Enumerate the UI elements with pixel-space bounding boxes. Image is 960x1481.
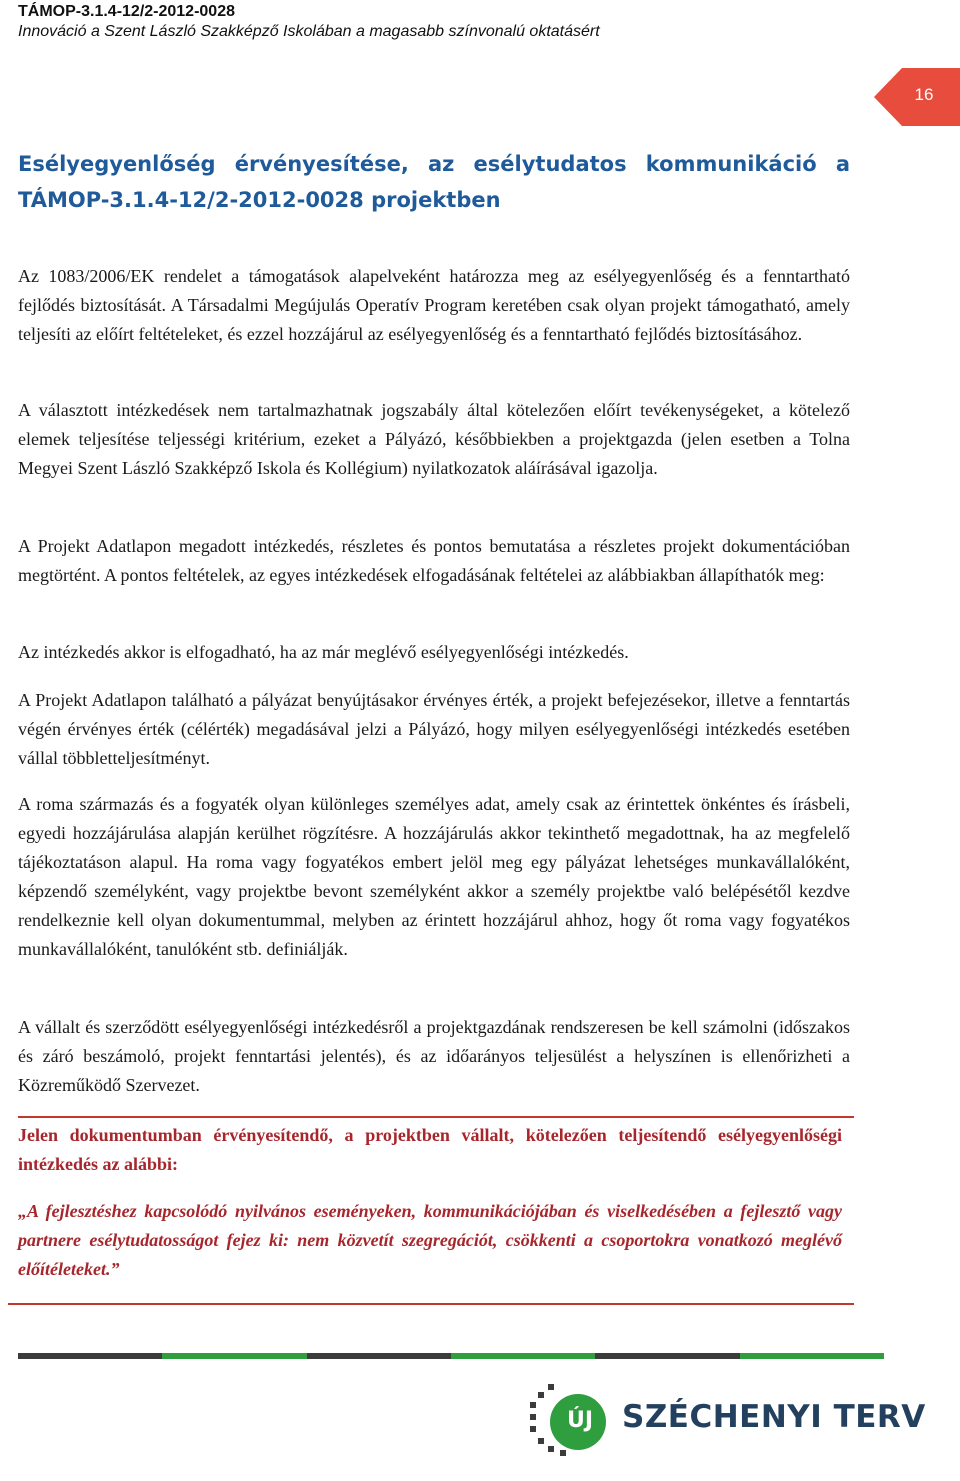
highlight-bottom-rule	[8, 1303, 854, 1305]
section-title	[18, 146, 850, 218]
paragraph-5: A Projekt Adatlapon található a pályázat benyújtásakor érvényes érték, a projekt befejezésekor, illetve a fenntartás végén érvényes érték (célérték) megadásával jelzi a Pályázó, hogy milyen esélyegyenlőségi intézkedés esetében vállal többletteljesítményt.	[18, 690, 850, 768]
section-title-line-1: Esélyegyenlőség érvényesítése, az esélytudatos kommunikáció a	[18, 152, 850, 176]
logo-badge-text: ÚJ	[566, 1408, 594, 1433]
page-number-badge	[874, 68, 960, 126]
page-number: 16	[914, 85, 934, 104]
paragraph-6: A roma származás és a fogyaték olyan különleges személyes adat, amely csak az érintettek önkéntes és írásbeli, egyedi hozzájárulása alapján kerülhet rögzítésre. A hozzájárulás akkor tekinthető megadottnak, ha az megfelelő tájékoztatáson alapul. Ha roma vagy fogyatékos embert jelöl meg egy pályázat lehetséges munkavállalóként, képzendő személyként, vagy projektbe bevont személyként akkor a személy projektbe való belépésétől kezdve rendelkeznie kell olyan dokumentummal, melyben az érintett hozzájárul ahhoz, hogy őt roma vagy fogyatékos munkavállalóként, tanulóként stb. definiálják.	[18, 794, 850, 959]
footer-color-bar	[18, 1353, 884, 1359]
document-header	[18, 2, 600, 42]
highlight-top-rule	[18, 1116, 854, 1118]
paragraph-2: A választott intézkedések nem tartalmazhatnak jogszabály által kötelezően előírt tevékenységeket, a kötelező elemek teljesítése teljességi kritérium, ezeket a Pályázó, későbbiekben a projektgazda (jelen esetben a Tolna Megyei Szent László Szakképző Iskola és Kollégium) nyilatkozatok aláírásával igazolja.	[18, 400, 850, 478]
paragraph-7: A vállalt és szerződött esélyegyenlőségi intézkedésről a projektgazdának rendszeresen be kell számolni (időszakos és záró beszámoló, projekt fenntartási jelentés), és az időarányos teljesülést a helyszínen is ellenőrizheti a Közreműködő Szervezet.	[18, 1017, 850, 1095]
highlight-heading: Jelen dokumentumban érvényesítendő, a projektben vállalt, kötelezően teljesítendő esélyegyenlőségi intézkedés az alábbi:	[18, 1125, 842, 1174]
paragraph-1: Az 1083/2006/EK rendelet a támogatások alapelveként határozza meg az esélyegyenlőség és a fenntartható fejlődés biztosítását. A Társadalmi Megújulás Operatív Program keretében csak olyan projekt támogatható, amely teljesíti az előírt feltételeket, és ezzel hozzájárul az esélyegyenlőség és a fenntartható fejlődés biztosításához.	[18, 266, 850, 344]
logo-wordmark: SZÉCHENYI TERV	[622, 1399, 926, 1435]
paragraph-3: A Projekt Adatlapon megadott intézkedés, részletes és pontos bemutatása a részletes projekt dokumentációban megtörtént. A pontos feltételek, az egyes intézkedések elfogadásának feltételei az alábbiakban állapíthatók meg:	[18, 536, 850, 585]
highlight-quote: „A fejlesztéshez kapcsolódó nyilvános eseményeken, kommunikációjában és viselkedésében a fejlesztő vagy partnere esélytudatosságot fejez ki: nem közvetít szegregációt, csökkenti a csoportokra vonatkozó meglévő előítéleteket.”	[18, 1201, 842, 1279]
section-title-line-2: TÁMOP-3.1.4-12/2-2012-0028 projektben	[18, 188, 501, 212]
paragraph-4: Az intézkedés akkor is elfogadható, ha az már meglévő esélyegyenlőségi intézkedés.	[18, 642, 629, 662]
project-subtitle: Innováció a Szent László Szakképző Iskolában a magasabb színvonalú oktatásért	[18, 23, 600, 40]
project-code: TÁMOP-3.1.4-12/2-2012-0028	[18, 3, 235, 20]
